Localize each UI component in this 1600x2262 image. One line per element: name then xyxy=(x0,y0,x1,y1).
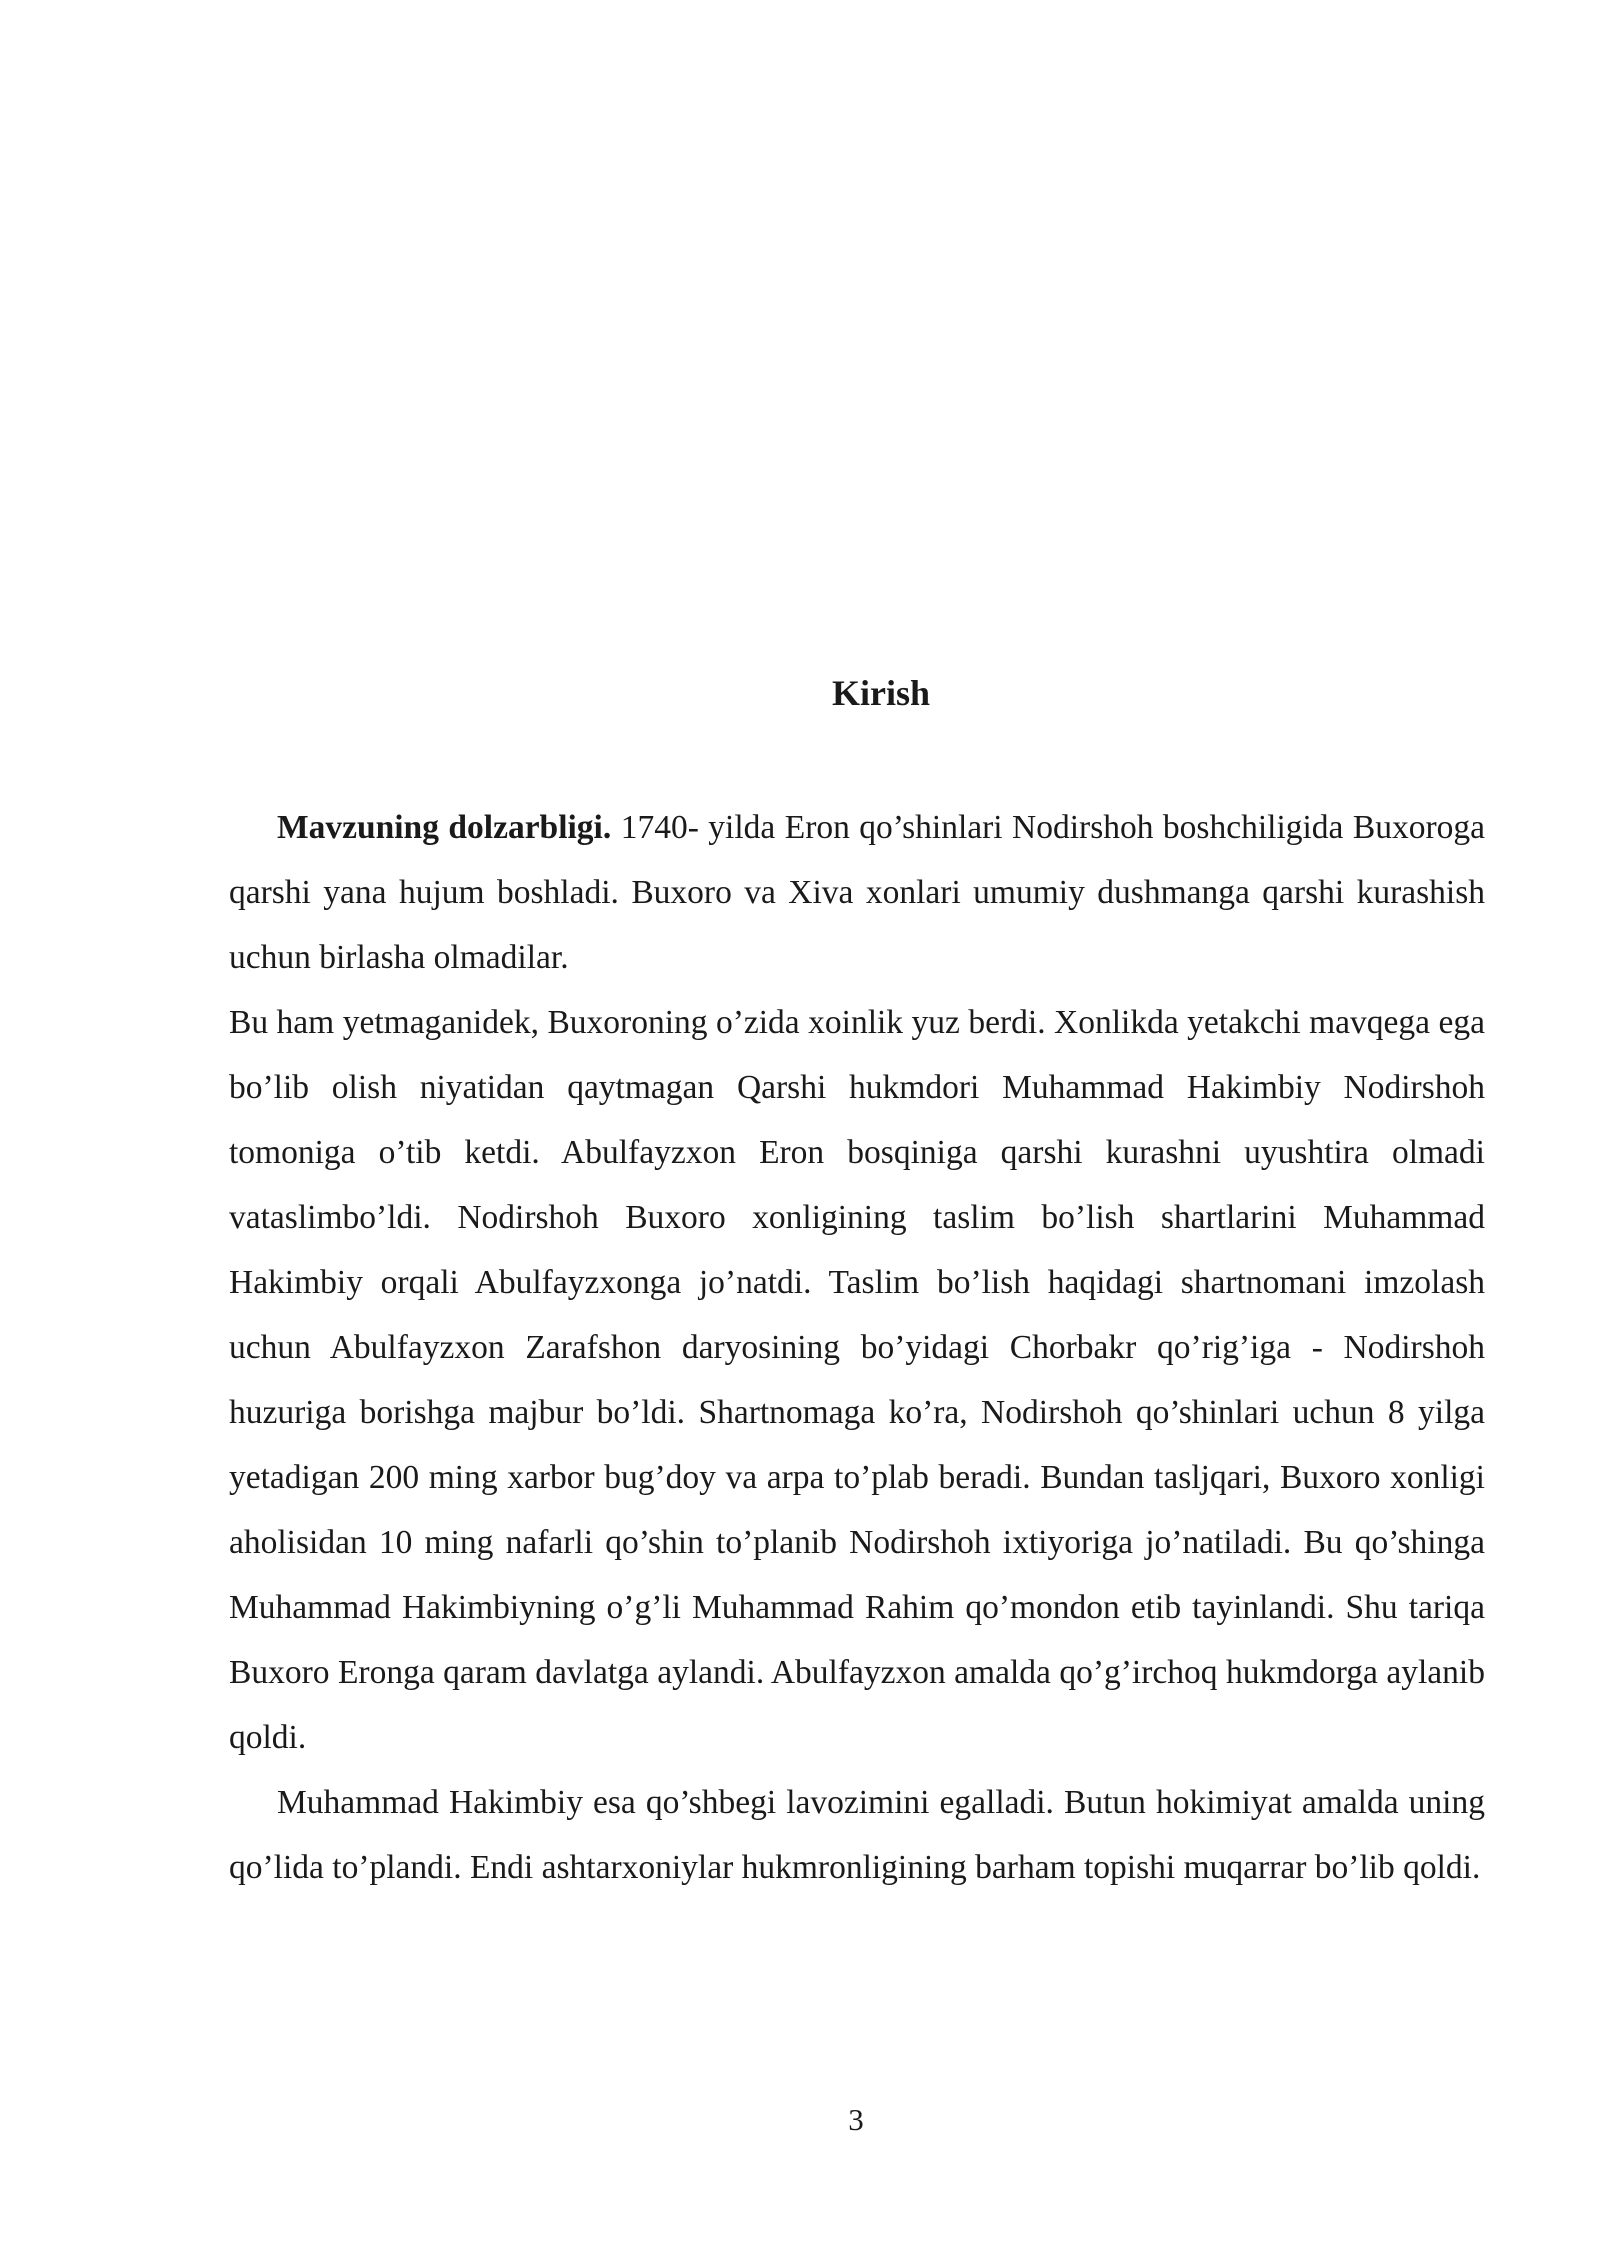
paragraph-3: Muhammad Hakimbiy esa qo’shbegi lavozimini egalladi. Butun hokimiyat amalda uning qo’lida to’plandi. Endi ashtarxoniylar hukmronligining barham topishi muqarrar bo’lib qoldi. xyxy=(229,1784,1485,1886)
paragraph-1-text: 1740- yilda Eron qo’shinlari Nodirshoh boshchiligida Buxoroga qarshi yana hujum boshladi. Buxoro va Xiva xonlari umumiy dushmanga qarshi kurashish uchun birlasha olmadilar. xyxy=(229,809,1485,976)
section-heading: Kirish xyxy=(832,673,931,713)
paragraph-2: Bu ham yetmaganidek, Buxoroning o’zida xoinlik yuz berdi. Xonlikda yetakchi mavqega ega bo’lib olish niyatidan qaytmagan Qarshi hukmdori Muhammad Hakimbiy Nodirshoh tomoniga o’tib ketdi. Abulfayzxon Eron bosqiniga qarshi kurashni uyushtira olmadi vataslimbo’ldi. Nodirshoh Buxoro xonligining taslim bo’lish shartlarini Muhammad Hakimbiy orqali Abulfayzxonga jo’natdi. Taslim bo’lish haqidagi shartnomani imzolash uchun Abulfayzxon Zarafshon daryosining bo’yidagi Chorbakr qo’rig’iga - Nodirshoh huzuriga borishga majbur bo’ldi. Shartnomaga ko’ra, Nodirshoh qo’shinlari uchun 8 yilga yetadigan 200 ming xarbor bug’doy va arpa to’plab beradi. Bundan tasljqari, Buxoro xonligi aholisidan 10 ming nafarli qo’shin to’planib Nodirshoh ixtiyoriga jo’natiladi. Bu qo’shinga Muhammad Hakimbiyning o’g’li Muhammad Rahim qo’mondon etib tayinlandi. Shu tariqa Buxoro Eronga qaram davlatga aylandi. Abulfayzxon amalda qo’g’irchoq hukmdorga aylanib qoldi. xyxy=(229,1004,1485,1756)
paragraph-lead: Mavzuning dolzarbligi. xyxy=(277,809,612,846)
page-number: 3 xyxy=(848,2102,864,2137)
paragraph-1 xyxy=(229,795,1485,990)
body-text xyxy=(229,795,1485,1900)
